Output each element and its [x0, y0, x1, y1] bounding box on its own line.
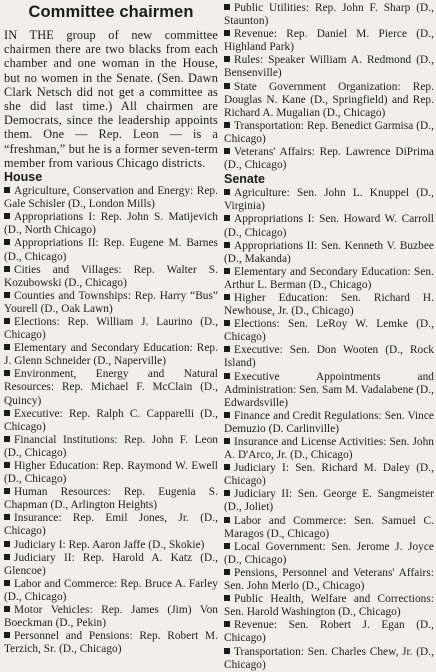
right-column — [224, 2, 434, 672]
list-item: Agriculture: Sen. John L. Knuppel (D., Virginia) — [224, 187, 434, 213]
house-heading: House — [4, 170, 43, 185]
list-item: Insurance: Rep. Emil Jones, Jr. (D., Chicago) — [4, 512, 218, 538]
list-item: Cities and Villages: Rep. Walter S. Kozubowski (D., Chicago) — [4, 263, 218, 289]
intro-paragraph: IN THE group of new committee chairmen there are two blacks from each chamber and one woman in the House, but no women in the Senate. (Sen. Dawn Clark Netsch did not get a committee as she did last time.) All chairmen are Democrats, since the leadership appoints them. One — Rep. Leon — is a “freshman,” but he is a former seven-term member from various Chicago districts. — [4, 28, 218, 170]
list-item: Insurance and License Activities: Sen. John A. D'Arco, Jr. (D., Chicago) — [224, 436, 434, 462]
list-item: Executive: Rep. Ralph C. Capparelli (D., Chicago) — [4, 407, 218, 433]
list-item: Higher Education: Rep. Raymond W. Ewell (D., Chicago) — [4, 460, 218, 486]
list-item: Labor and Commerce: Sen. Samuel C. Maragos (D., Chicago) — [224, 514, 434, 540]
article-title: Committee chairmen — [28, 3, 194, 21]
list-item: Judiciary I: Rep. Aaron Jaffe (D., Skokie) — [4, 539, 218, 552]
list-item: Judiciary II: Rep. Harold A. Katz (D., Glencoe) — [4, 551, 218, 577]
house-list-continued — [224, 2, 434, 172]
senate-heading: Senate — [224, 172, 265, 187]
list-item: Public Utilities: Rep. John F. Sharp (D., Staunton) — [224, 2, 434, 28]
list-item: Transportation: Sen. Charles Chew, Jr. (D., Chicago) — [224, 645, 434, 671]
list-item: Appropriations II: Rep. Eugene M. Barnes (D., Chicago) — [4, 237, 218, 263]
list-item: Elections: Sen. LeRoy W. Lemke (D., Chicago) — [224, 318, 434, 344]
list-item: Motor Vehicles: Rep. James (Jim) Von Boeckman (D., Pekin) — [4, 604, 218, 630]
list-item: Elections: Rep. William J. Laurino (D., Chicago) — [4, 315, 218, 342]
list-item: Higher Education: Sen. Richard H. Newhouse, Jr. (D., Chicago) — [224, 291, 434, 318]
list-item: Agriculture, Conservation and Energy: Rep. Gale Schisler (D., London Mills) — [4, 185, 218, 211]
list-item: Pensions, Personnel and Veterans' Affairs: Sen. John Merlo (D., Chicago) — [224, 566, 434, 593]
list-item: Executive: Sen. Don Wooten (D., Rock Island) — [224, 344, 434, 370]
list-item: Local Government: Sen. Jerome J. Joyce (D., Chicago) — [224, 540, 434, 566]
senate-list — [224, 187, 434, 671]
list-item: Elementary and Secondary Education: Rep. J. Glenn Schneider (D., Naperville) — [4, 342, 218, 368]
list-item: Appropriations II: Sen. Kenneth V. Buzbee (D., Makanda) — [224, 239, 434, 265]
list-item: Revenue: Sen. Robert J. Egan (D., Chicago) — [224, 619, 434, 645]
list-item: Labor and Commerce: Rep. Bruce A. Farley (D., Chicago) — [4, 577, 218, 603]
list-item: Finance and Credit Regulations: Sen. Vince Demuzio (D. Carlinville) — [224, 409, 434, 435]
list-item: Rules: Speaker William A. Redmond (D., Bensenville) — [224, 54, 434, 80]
left-column — [4, 2, 218, 656]
list-item: Appropriations I: Sen. Howard W. Carroll (D., Chicago) — [224, 213, 434, 239]
list-item: Counties and Townships: Rep. Harry “Bus” Yourell (D., Oak Lawn) — [4, 289, 218, 315]
list-item: Appropriations I: Rep. John S. Matijevich (D., North Chicago) — [4, 211, 218, 237]
list-item: Revenue: Rep. Daniel M. Pierce (D., Highland Park) — [224, 28, 434, 54]
list-item: Transportation: Rep. Benedict Garmisa (D., Chicago) — [224, 119, 434, 145]
list-item: Financial Institutions: Rep. John F. Leon (D., Chicago) — [4, 433, 218, 459]
list-item: State Government Organization: Rep. Douglas N. Kane (D., Springfield) and Rep. Richard A. Mugalian (D., Chicago) — [224, 80, 434, 119]
list-item: Judiciary II: Sen. George E. Sangmeister (D., Joliet) — [224, 488, 434, 514]
list-item: Environment, Energy and Natural Resources: Rep. Michael F. McClain (D., Quincy) — [4, 368, 218, 407]
list-item: Elementary and Secondary Education: Sen. Arthur L. Berman (D., Chicago) — [224, 265, 434, 291]
list-item: Personnel and Pensions: Rep. Robert M. Terzich, Sr. (D., Chicago) — [4, 630, 218, 656]
list-item: Human Resources: Rep. Eugenia S. Chapman (D., Arlington Heights) — [4, 486, 218, 512]
list-item: Executive Appointments and Administration: Sen. Sam M. Vadalabene (D., Edwardsville) — [224, 370, 434, 409]
list-item: Public Health, Welfare and Corrections: Sen. Harold Washington (D., Chicago) — [224, 593, 434, 619]
list-item: Judiciary I: Sen. Richard M. Daley (D., Chicago) — [224, 462, 434, 488]
house-list — [4, 185, 218, 656]
list-item: Veterans' Affairs: Rep. Lawrence DiPrima (D., Chicago) — [224, 146, 434, 172]
